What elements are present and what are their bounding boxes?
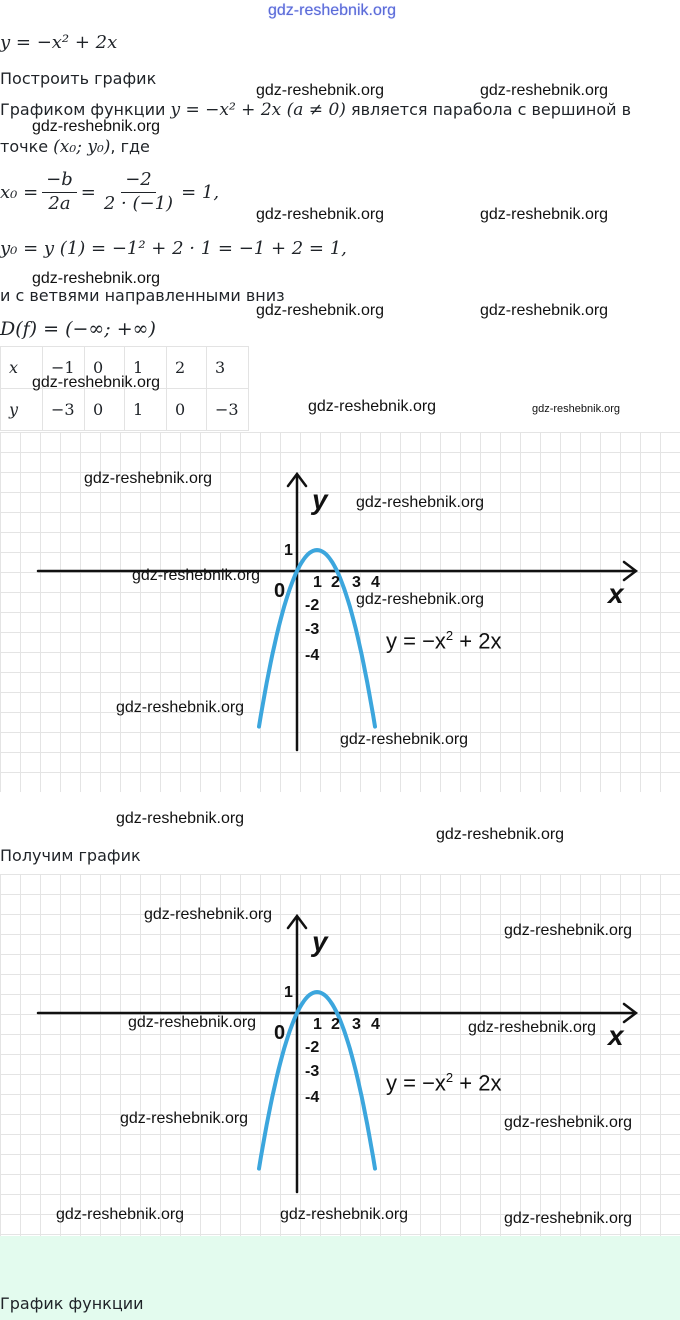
x-tick-4: 4 — [371, 1016, 380, 1033]
y-axis-label: y — [312, 484, 328, 515]
x-tick-1: 1 — [313, 1016, 322, 1033]
watermark: gdz-reshebnik.org — [480, 302, 609, 319]
y-tick-1: 1 — [284, 542, 293, 559]
watermark: gdz-reshebnik.org — [504, 1210, 633, 1227]
fraction-numerator: −b — [42, 170, 77, 193]
table-cell: 0 — [167, 389, 207, 431]
fraction-numerator: −2 — [121, 170, 156, 193]
origin-label: 0 — [274, 580, 286, 602]
formula-tail: + 2x — [453, 1070, 502, 1096]
x-tick-1: 1 — [313, 574, 322, 591]
intro-line2-prefix: точке — [0, 137, 49, 156]
equation-title: y = −x² + 2x — [0, 32, 118, 53]
watermark: gdz-reshebnik.org — [120, 1110, 249, 1127]
formula-main: y = −x — [386, 628, 446, 654]
watermark: gdz-reshebnik.org — [144, 906, 273, 923]
watermark: gdz-reshebnik.org — [32, 374, 161, 391]
x-axis-label: x — [608, 578, 624, 609]
table-row — [1, 389, 249, 431]
fraction-values — [100, 170, 177, 214]
domain-definition: D(f) = (−∞; +∞) — [0, 318, 156, 340]
watermark: gdz-reshebnik.org — [436, 826, 565, 843]
watermark: gdz-reshebnik.org — [256, 206, 385, 223]
watermark: gdz-reshebnik.org — [308, 398, 437, 415]
result-text: Получим график — [0, 846, 141, 865]
vertex-point: (x₀; y₀) — [53, 137, 111, 157]
watermark: gdz-reshebnik.org — [56, 1206, 185, 1223]
watermark: gdz-reshebnik.org — [32, 270, 161, 287]
header-watermark[interactable]: gdz-reshebnik.org — [268, 2, 397, 19]
footer-section — [0, 1236, 680, 1320]
table-cell: x — [1, 347, 43, 389]
table-cell: 0 — [85, 347, 125, 389]
y-tick-neg-4: -4 — [305, 647, 320, 664]
table-cell: y — [1, 389, 43, 431]
fraction-b-2a — [42, 170, 77, 214]
x-tick-3: 3 — [352, 1016, 361, 1033]
intro-line-2 — [0, 137, 150, 157]
formula-exponent: 2 — [445, 628, 454, 643]
fraction-denominator: 2 · (−1) — [103, 192, 174, 214]
x-tick-2: 2 — [331, 574, 340, 591]
y-tick-neg-2: -2 — [305, 597, 320, 614]
x0-eq: = — [80, 181, 96, 203]
watermark: gdz-reshebnik.org — [480, 82, 609, 99]
watermark: gdz-reshebnik.org — [532, 403, 621, 415]
watermark: gdz-reshebnik.org — [504, 1114, 633, 1131]
table-cell: 2 — [167, 347, 207, 389]
watermark: gdz-reshebnik.org — [132, 567, 261, 584]
watermark: gdz-reshebnik.org — [340, 731, 469, 748]
graph-formula — [386, 1070, 501, 1096]
axes — [38, 916, 636, 1192]
table-cell: 3 — [207, 347, 249, 389]
intro-prefix: Графиком функции — [0, 100, 166, 119]
x-tick-3: 3 — [352, 574, 361, 591]
table-cell: −1 — [43, 347, 85, 389]
branches-text: и с ветвями направленными вниз — [0, 286, 285, 305]
y-tick-neg-4: -4 — [305, 1089, 320, 1106]
origin-label: 0 — [274, 1022, 286, 1044]
watermark: gdz-reshebnik.org — [32, 118, 161, 135]
table-cell: 1 — [125, 389, 167, 431]
table-cell: 1 — [125, 347, 167, 389]
x-tick-2: 2 — [331, 1016, 340, 1033]
intro-formula: y = −x² + 2x (a ≠ 0) — [170, 100, 346, 120]
x0-rhs: = 1, — [181, 181, 220, 203]
watermark: gdz-reshebnik.org — [480, 206, 609, 223]
watermark: gdz-reshebnik.org — [256, 302, 385, 319]
x-tick-4: 4 — [371, 574, 380, 591]
footer-title: График функции — [0, 1294, 144, 1313]
watermark: gdz-reshebnik.org — [468, 1019, 597, 1036]
y0-calculation: y₀ = y (1) = −1² + 2 · 1 = −1 + 2 = 1, — [0, 238, 347, 259]
x0-lhs: x₀ = — [0, 181, 39, 203]
parabola-graph-1 — [0, 432, 680, 792]
formula-exponent: 2 — [445, 1070, 454, 1085]
y-tick-neg-3: -3 — [305, 1063, 320, 1080]
watermark: gdz-reshebnik.org — [84, 470, 213, 487]
watermark: gdz-reshebnik.org — [116, 699, 245, 716]
watermark: gdz-reshebnik.org — [256, 82, 385, 99]
table-cell: −3 — [43, 389, 85, 431]
formula-tail: + 2x — [453, 628, 502, 654]
watermark: gdz-reshebnik.org — [504, 922, 633, 939]
x-axis-label: x — [608, 1020, 624, 1051]
watermark: gdz-reshebnik.org — [116, 810, 245, 827]
watermark: gdz-reshebnik.org — [356, 494, 485, 511]
graph-formula — [386, 628, 501, 654]
parabola-graph-2 — [0, 874, 680, 1236]
intro-line2-suffix: , где — [110, 137, 150, 156]
watermark: gdz-reshebnik.org — [280, 1206, 409, 1223]
watermark: gdz-reshebnik.org — [128, 1014, 257, 1031]
y-axis-label: y — [312, 926, 328, 957]
table-cell: −3 — [207, 389, 249, 431]
intro-line-1 — [0, 100, 631, 120]
y-tick-1: 1 — [284, 984, 293, 1001]
watermark: gdz-reshebnik.org — [356, 591, 485, 608]
table-cell: 0 — [85, 389, 125, 431]
y-tick-neg-3: -3 — [305, 621, 320, 638]
task-text: Построить график — [0, 69, 157, 88]
y-tick-neg-2: -2 — [305, 1039, 320, 1056]
x0-calculation — [0, 170, 219, 214]
intro-suffix: является парабола с вершиной в — [351, 100, 632, 119]
fraction-denominator: 2a — [48, 192, 71, 214]
formula-main: y = −x — [386, 1070, 446, 1096]
